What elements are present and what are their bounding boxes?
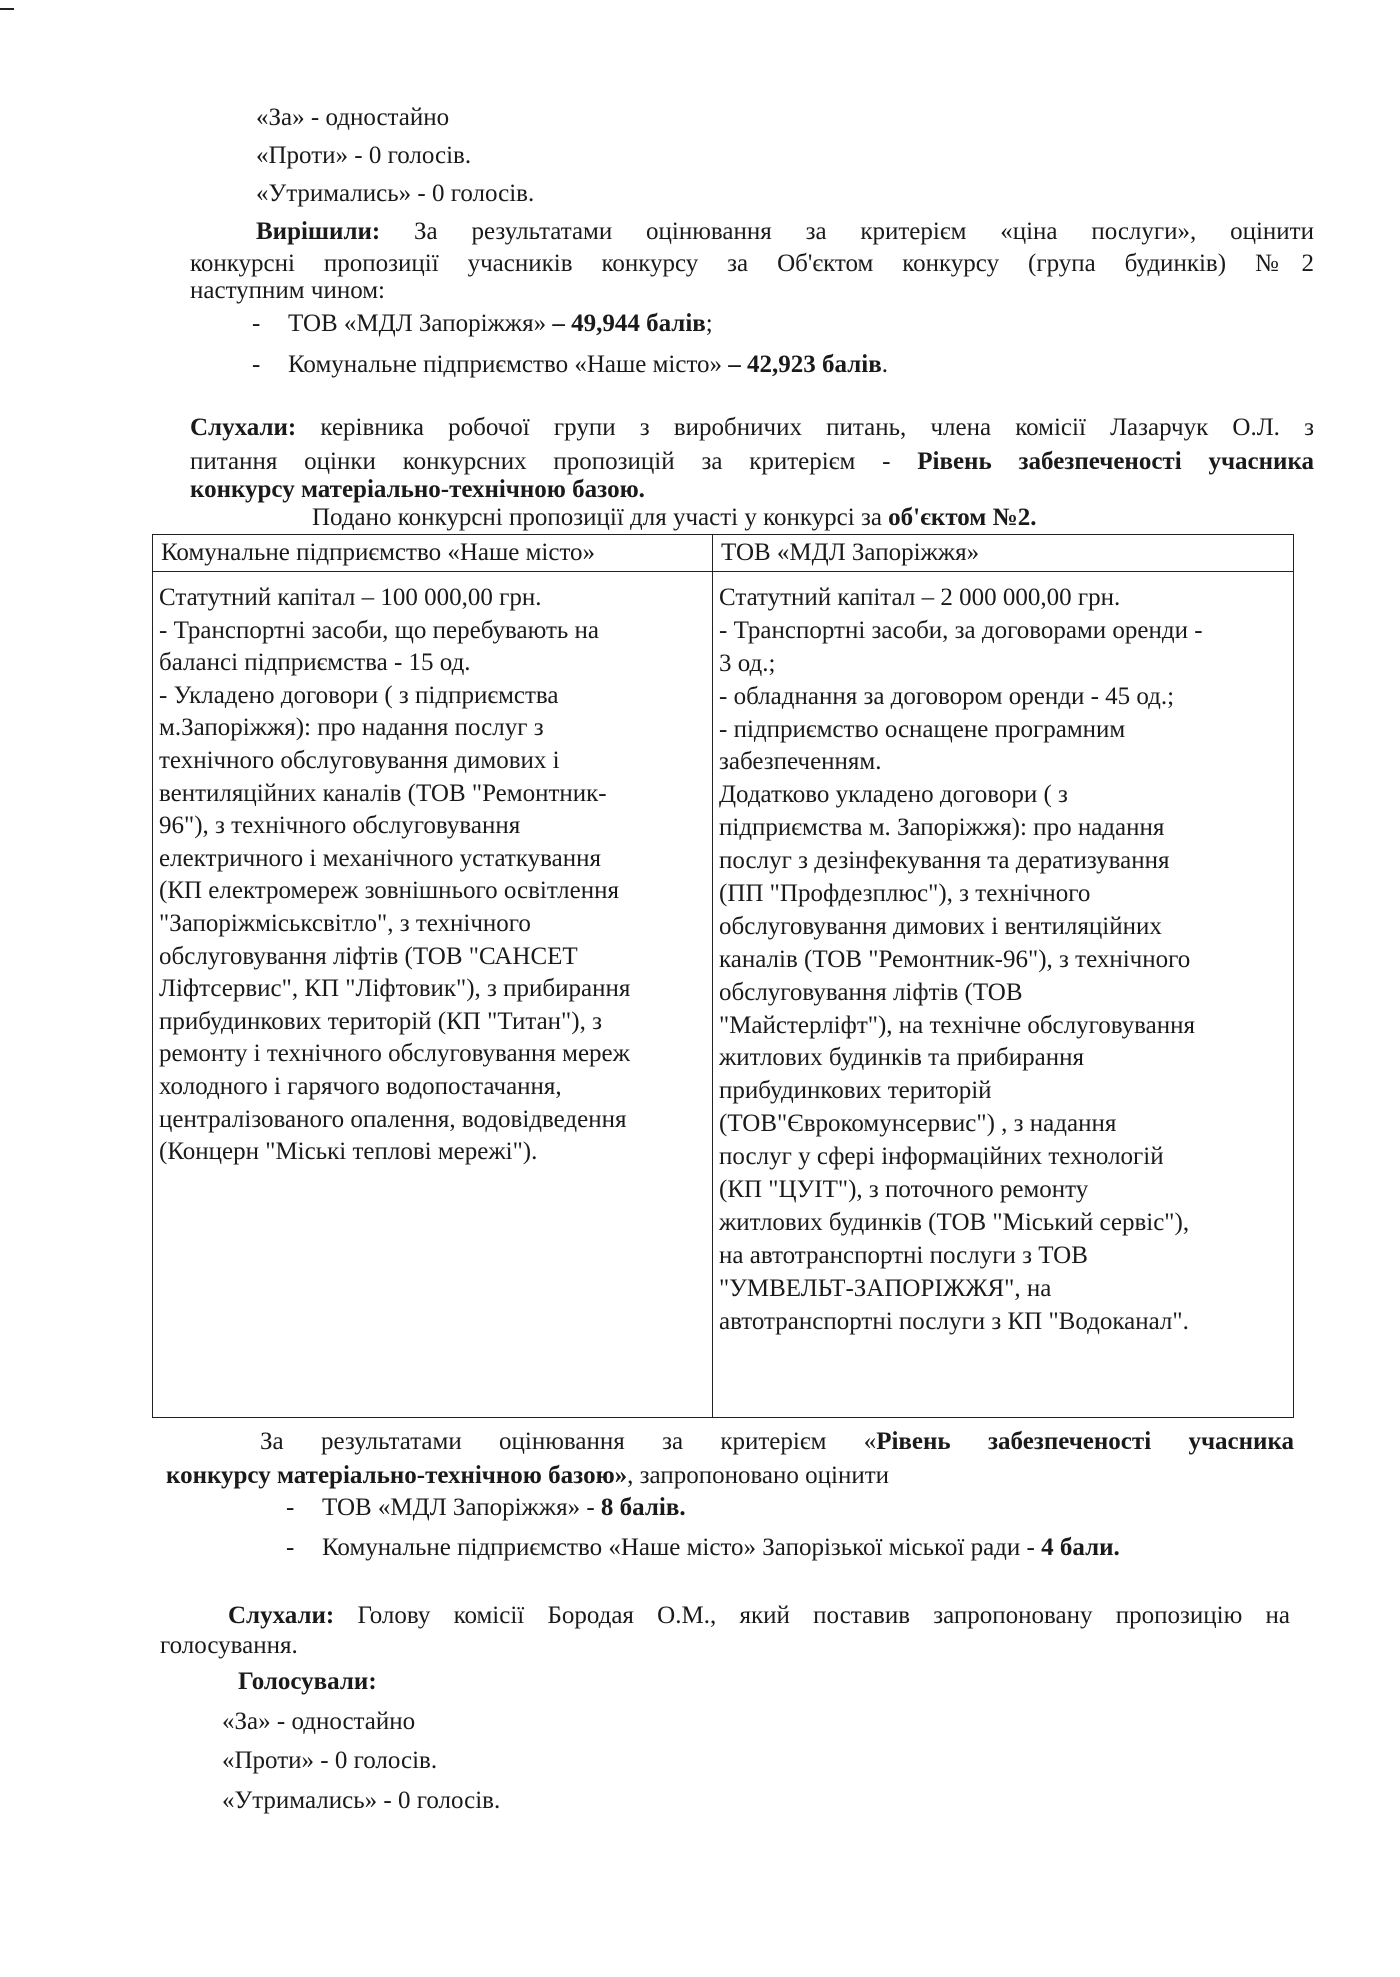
cell-line: житлових будинків та прибирання [719,1044,1084,1072]
result-line-1: За результатами оцінювання за критерієм «Рівень забезпеченості учасника [260,1428,1294,1455]
cell-line: - обладнання за договором оренди - 45 од.; [719,682,1175,710]
cell-mdl-zaporizhzhia [713,572,1294,1418]
cell-line: балансі підприємства - 15 од. [159,649,471,677]
cell-line: - Транспортні засоби, за договорами оренди - [719,616,1203,644]
cell-line: прибудинкових територій [719,1077,992,1105]
cell-line: підприємства м. Запоріжжя): про надання [719,814,1165,842]
hearing-1-label: Слухали: [190,414,297,441]
cell-line: Ліфтсервис", КП "Ліфтовик"), з прибирання [159,975,631,1003]
cell-line: вентиляційних каналів (ТОВ "Ремонтник- [159,779,607,807]
cell-line: послуг з дезінфекування та дератизування [719,847,1170,875]
cell-line: обслуговування ліфтів (ТОВ [719,978,1023,1006]
cell-line: "Майстерліфт"), на технічне обслуговування [719,1011,1196,1039]
cell-line: - підприємство оснащене програмним [719,715,1126,743]
hearing-2-label: Слухали: [228,1602,335,1629]
decision-item-2: - Комунальне підприємство «Наше місто» – 42,923 балів. [252,351,888,378]
hearing-2-line-2: голосування. [160,1632,298,1659]
cell-line: житлових будинків (ТОВ "Міський сервіс"), [719,1208,1190,1236]
decision-line-3: наступним чином: [190,277,385,304]
result-item-2: - Комунальне підприємство «Наше місто» Запорізької міської ради - 4 бали. [286,1534,1120,1561]
cell-line: 96"), з технічного обслуговування [159,812,521,840]
cell-line: забезпеченням. [719,748,882,776]
decision-line-1: Вирішили: За результатами оцінювання за критерієм «ціна послуги», оцінити [256,218,1314,245]
vote-for-1: «За» - одностайно [256,104,450,131]
cell-line: (Концерн "Міські теплові мережі"). [159,1138,538,1166]
cell-line: (КП "ЦУІТ"), з поточного ремонту [719,1176,1089,1204]
cell-line: прибудинкових територій (КП "Титан"), з [159,1007,602,1035]
cell-line: - Транспортні засоби, що перебувають на [159,616,599,644]
cell-line: обслуговування димових і вентиляційних [719,912,1162,940]
hearing-2-line-1: Слухали: Голову комісії Бородая О.М., який поставив запропоновану пропозицію на [228,1602,1290,1629]
cell-line: каналів (ТОВ "Ремонтник-96"), з технічного [719,945,1191,973]
cell-line: автотранспортні послуги з КП "Водоканал". [719,1307,1189,1335]
table-header-row [153,535,1294,572]
cell-line: Статутний капітал – 2 000 000,00 грн. [719,584,1121,611]
cell-line: електричного і механічного устаткування [159,844,601,872]
cell-line: "Запоріжміськсвітло", з технічного [159,909,531,937]
cell-line: 3 од.; [719,649,776,677]
cell-line: на автотранспортні послуги з ТОВ [719,1241,1088,1269]
header-mdl-zaporizhzhia: ТОВ «МДЛ Запоріжжя» [713,535,1294,572]
decision-label: Вирішили: [256,218,381,245]
decision-line-2: конкурсні пропозиції учасників конкурсу за Об'єктом конкурсу (група будинків) №2 [190,250,1314,277]
cell-line: обслуговування ліфтів (ТОВ "САНСЕТ [159,942,578,970]
vote-against-2: «Проти» - 0 голосів. [222,1747,438,1774]
table-caption: Подано конкурсні пропозиції для участі у конкурсі за об'єктом №2. [312,504,1037,531]
cell-lines-right [713,572,1293,1338]
cell-line: Додатково укладено договори ( з [719,781,1068,809]
cell-lines-left [153,572,712,1169]
cell-line: технічного обслуговування димових і [159,746,560,774]
cell-line: (ТОВ"Єврокомунсервис") , з надання [719,1110,1117,1138]
decision-item-1: - ТОВ «МДЛ Запоріжжя» – 49,944 балів; [252,310,713,337]
vote-against-1: «Проти» - 0 голосів. [256,142,472,169]
vote-abstained-1: «Утримались» - 0 голосів. [256,180,535,207]
table-body-row [153,572,1294,1418]
cell-line: послуг у сфері інформаційних технологій [719,1143,1164,1171]
cell-line: (КП електромереж зовнішнього освітлення [159,877,619,905]
header-nashe-misto: Комунальне підприємство «Наше місто» [153,535,713,572]
cell-line: м.Запоріжжя): про надання послуг з [159,714,544,742]
hearing-1-line-3: конкурсу матеріально-технічною базою. [190,476,645,503]
hearing-1-line-1: Слухали: керівника робочої групи з виробничих питань, члена комісії Лазарчук О.Л. з [190,414,1314,441]
cell-line: "УМВЕЛЬТ-ЗАПОРІЖЖЯ", на [719,1274,1052,1302]
vote-label-2: Голосували: [238,1668,377,1695]
result-item-1: - ТОВ «МДЛ Запоріжжя» - 8 балів. [286,1494,686,1521]
cell-line: - Укладено договори ( з підприємства [159,681,559,709]
vote-for-2: «За» - одностайно [222,1708,416,1735]
cell-line: ремонту і технічного обслуговування мереж [159,1040,630,1068]
cell-nashe-misto [153,572,713,1418]
cell-line: (ПП "Профдезплюс"), з технічного [719,880,1091,908]
hearing-1-line-2: питання оцінки конкурсних пропозицій за критерієм - Рівень забезпеченості учасника [190,448,1314,475]
result-line-2: конкурсу матеріально-технічною базою», запропоновано оцінити [166,1462,890,1489]
cell-line: Статутний капітал – 100 000,00 грн. [159,584,542,611]
cell-line: централізованого опалення, водовідведення [159,1105,627,1133]
cell-line: холодного і гарячого водопостачання, [159,1072,562,1100]
proposals-table [152,534,1294,1418]
vote-abstained-2: «Утримались» - 0 голосів. [222,1787,501,1814]
